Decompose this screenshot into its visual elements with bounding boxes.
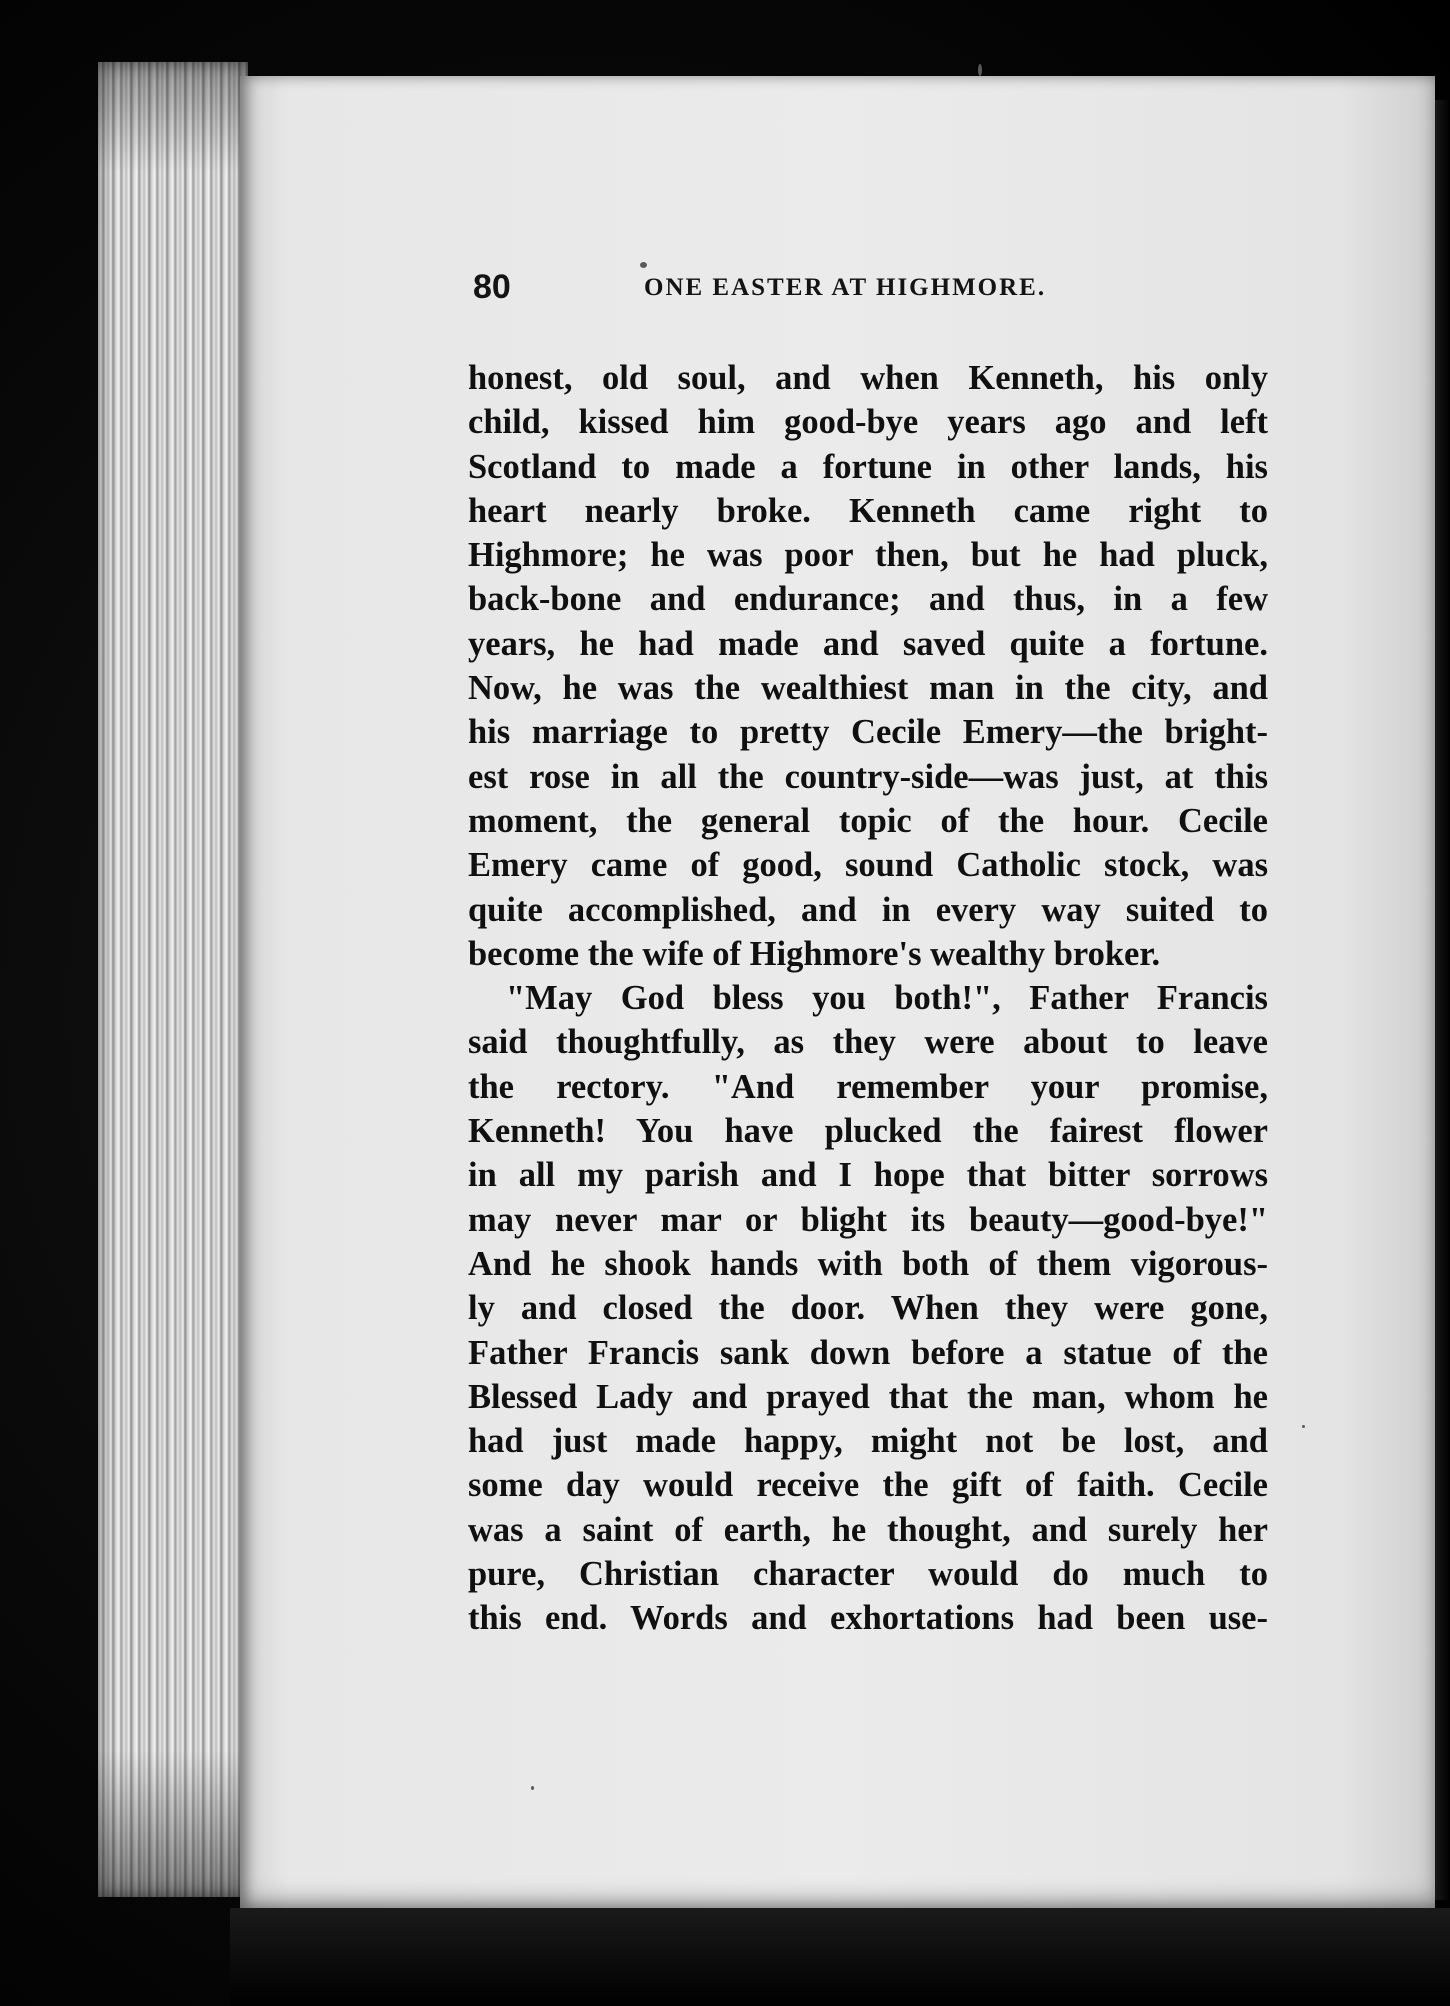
text-line: pure, Christian character would do much to xyxy=(468,1555,1268,1594)
text-line: Scotland to made a fortune in other lands, his xyxy=(468,447,1268,486)
text-line: "May God bless you both!", Father Francis xyxy=(506,979,1268,1018)
text-line: ly and closed the door. When they were gone, xyxy=(468,1289,1268,1328)
text-line: may never mar or blight its beauty—good-bye!" xyxy=(468,1200,1268,1239)
page-header xyxy=(473,268,1233,312)
text-line: Father Francis sank down before a statue of the xyxy=(468,1333,1268,1372)
page-number: 80 xyxy=(473,268,511,306)
text-line: the rectory. "And remember your promise, xyxy=(468,1067,1268,1106)
text-line: Now, he was the wealthiest man in the city, and xyxy=(468,669,1268,708)
text-line: was a saint of earth, he thought, and surely her xyxy=(468,1510,1268,1549)
text-line: back-bone and endurance; and thus, in a few xyxy=(468,580,1268,619)
page-bottom-shadow xyxy=(230,1908,1450,2006)
text-line: become the wife of Highmore's wealthy broker. xyxy=(468,934,1161,973)
dust-speck xyxy=(531,1786,534,1790)
text-line: said thoughtfully, as they were about to leave xyxy=(468,1023,1268,1062)
text-line: heart nearly broke. Kenneth came right to xyxy=(468,491,1268,530)
book-page-edges xyxy=(98,62,248,1897)
text-line: this end. Words and exhortations had been use- xyxy=(468,1599,1268,1638)
text-line: Highmore; he was poor then, but he had pluck, xyxy=(468,536,1268,575)
text-line: quite accomplished, and in every way suited to xyxy=(468,890,1268,929)
text-line: some day would receive the gift of faith. Cecile xyxy=(468,1466,1268,1505)
dust-speck xyxy=(1302,1425,1305,1428)
dust-speck xyxy=(978,64,982,76)
text-line: his marriage to pretty Cecile Emery—the bright- xyxy=(468,713,1268,752)
text-line: in all my parish and I hope that bitter sorrows xyxy=(468,1156,1268,1195)
text-line: had just made happy, might not be lost, and xyxy=(468,1422,1268,1461)
text-line: Blessed Lady and prayed that the man, whom he xyxy=(468,1377,1268,1416)
text-line: est rose in all the country-side—was just, at this xyxy=(468,757,1268,796)
text-line: years, he had made and saved quite a fortune. xyxy=(468,624,1268,663)
text-line: Emery came of good, sound Catholic stock, was xyxy=(468,846,1268,885)
text-line: Kenneth! You have plucked the fairest flower xyxy=(468,1112,1268,1151)
body-text xyxy=(468,356,1268,1641)
running-head: ONE EASTER AT HIGHMORE. xyxy=(644,274,1047,301)
text-line: moment, the general topic of the hour. Cecile xyxy=(468,801,1268,840)
text-line: And he shook hands with both of them vigorous- xyxy=(468,1244,1268,1283)
text-line: child, kissed him good-bye years ago and left xyxy=(468,403,1268,442)
text-line: honest, old soul, and when Kenneth, his only xyxy=(468,359,1268,397)
